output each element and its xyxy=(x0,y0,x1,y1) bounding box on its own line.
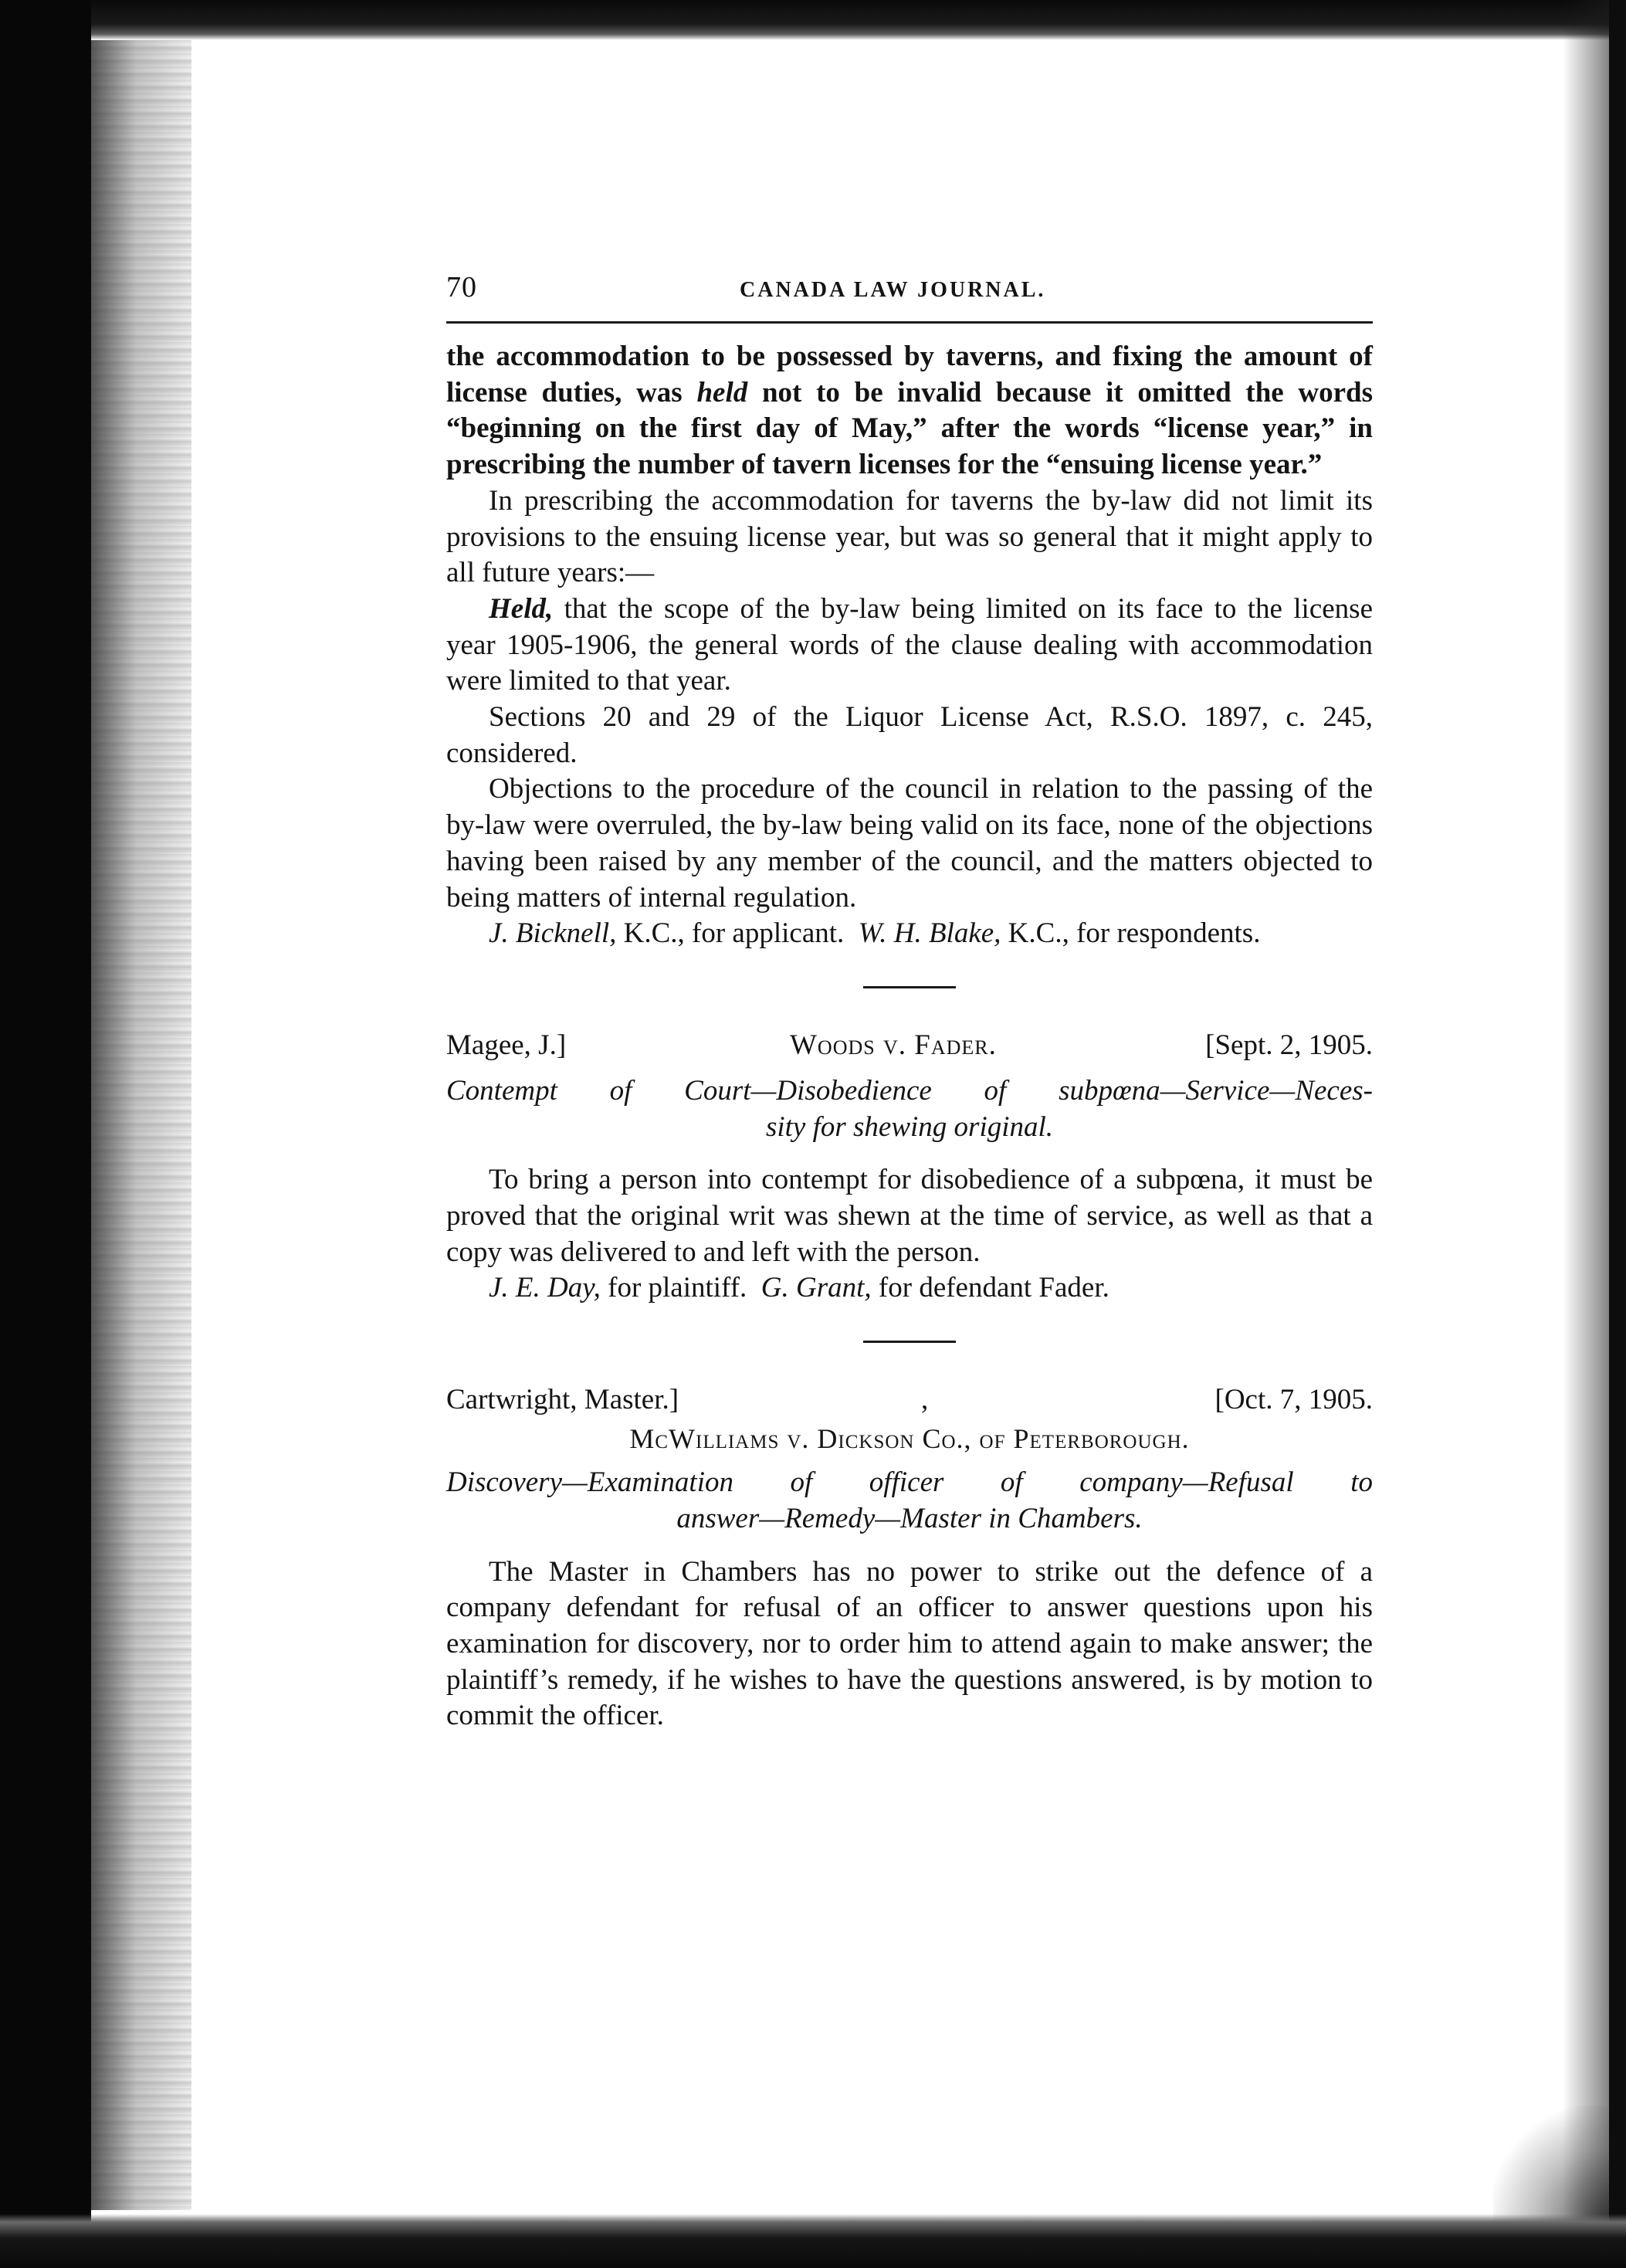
held-label: Held, xyxy=(489,592,554,625)
scan-shadow-right xyxy=(1563,0,1609,2268)
case-date: [Oct. 7, 1905. xyxy=(1214,1384,1373,1416)
counsel-name: W. H. Blake, xyxy=(858,917,1001,950)
journal-title: CANADA LAW JOURNAL. xyxy=(740,278,1046,302)
case-heading xyxy=(446,1383,1373,1420)
scan-corner-shadow xyxy=(1493,2106,1609,2222)
case-catchwords: Discovery—Examination of officer of company—Refusal to answer—Remedy—Master in Chambers. xyxy=(446,1466,1373,1534)
case-name: McWilliams v. Dickson Co., of Peterborough. xyxy=(629,1423,1190,1455)
scan-border-top xyxy=(0,0,1626,40)
running-head xyxy=(446,270,1373,310)
case-catchwords: Contempt of Court—Disobedience of subpœna—Service—Neces- sity for shewing original. xyxy=(446,1074,1373,1143)
case-judge: Magee, J.] xyxy=(446,1029,567,1061)
journal-page xyxy=(446,270,1373,1734)
header-rule xyxy=(446,321,1373,324)
paragraph-sections: Sections 20 and 29 of the Liquor License Act, R.S.O. 1897, c. 245, considered. xyxy=(446,701,1373,769)
case-counsel: J. E. Day, for plaintiff. G. Grant, for defendant Fader. xyxy=(489,1272,1109,1304)
case-separator: , xyxy=(921,1384,929,1416)
book-gutter-edge xyxy=(91,40,191,2210)
paragraph-objections: Objections to the procedure of the council in relation to the passing of the by-law were overruled, the by-law being valid on its face, none of the objections having been raised by any member of the council, and the matters objected to being matters of internal regulation. xyxy=(446,773,1373,914)
paragraph-held: Held, that the scope of the by-law being limited on its face to the license year 1905-1906, the general words of the clause dealing with accommodation were limited to that year. xyxy=(446,592,1373,697)
scan-border-left xyxy=(0,0,91,2268)
case-judge: Cartwright, Master.] xyxy=(446,1384,679,1416)
paragraph-accommodation: In prescribing the accommodation for taverns the by-law did not limit its provisions to the ensuing license year, but was so general that it might apply to all future years:— xyxy=(446,484,1373,589)
held-word: held xyxy=(696,376,748,409)
scan-border-right xyxy=(1609,0,1626,2268)
case-holding: To bring a person into contempt for disobedience of a subpœna, it must be proved that the original writ was shewn at the time of service, as well as that a copy was delivered to and left with the person. xyxy=(446,1164,1373,1268)
paragraph-counsel: J. Bicknell, K.C., for applicant. W. H. Blake, K.C., for respondents. xyxy=(489,917,1261,950)
paragraph-continued: the accommodation to be possessed by taverns, and fixing the amount of license duties, was held not to be invalid because it omitted the words “beginning on the first day of May,” after the words “license year,” in prescribing the number of tavern licenses for the “ensuing license year.” xyxy=(446,341,1374,481)
page-number: 70 xyxy=(446,271,477,303)
counsel-name: J. Bicknell, xyxy=(489,917,617,950)
section-divider xyxy=(863,1341,956,1343)
case-heading xyxy=(446,1029,1373,1066)
case-name: Woods v. Fader. xyxy=(790,1029,997,1061)
case-date: [Sept. 2, 1905. xyxy=(1205,1029,1373,1061)
scan-border-bottom xyxy=(0,2214,1626,2268)
section-divider xyxy=(863,986,956,988)
case-holding: The Master in Chambers has no power to strike out the defence of a company defendant for refusal of an officer to answer questions upon his examination for discovery, nor to order him to attend again to make answer; the plaintiff’s remedy, if he wishes to have the questions answered, is by motion to commit the officer. xyxy=(446,1555,1373,1732)
